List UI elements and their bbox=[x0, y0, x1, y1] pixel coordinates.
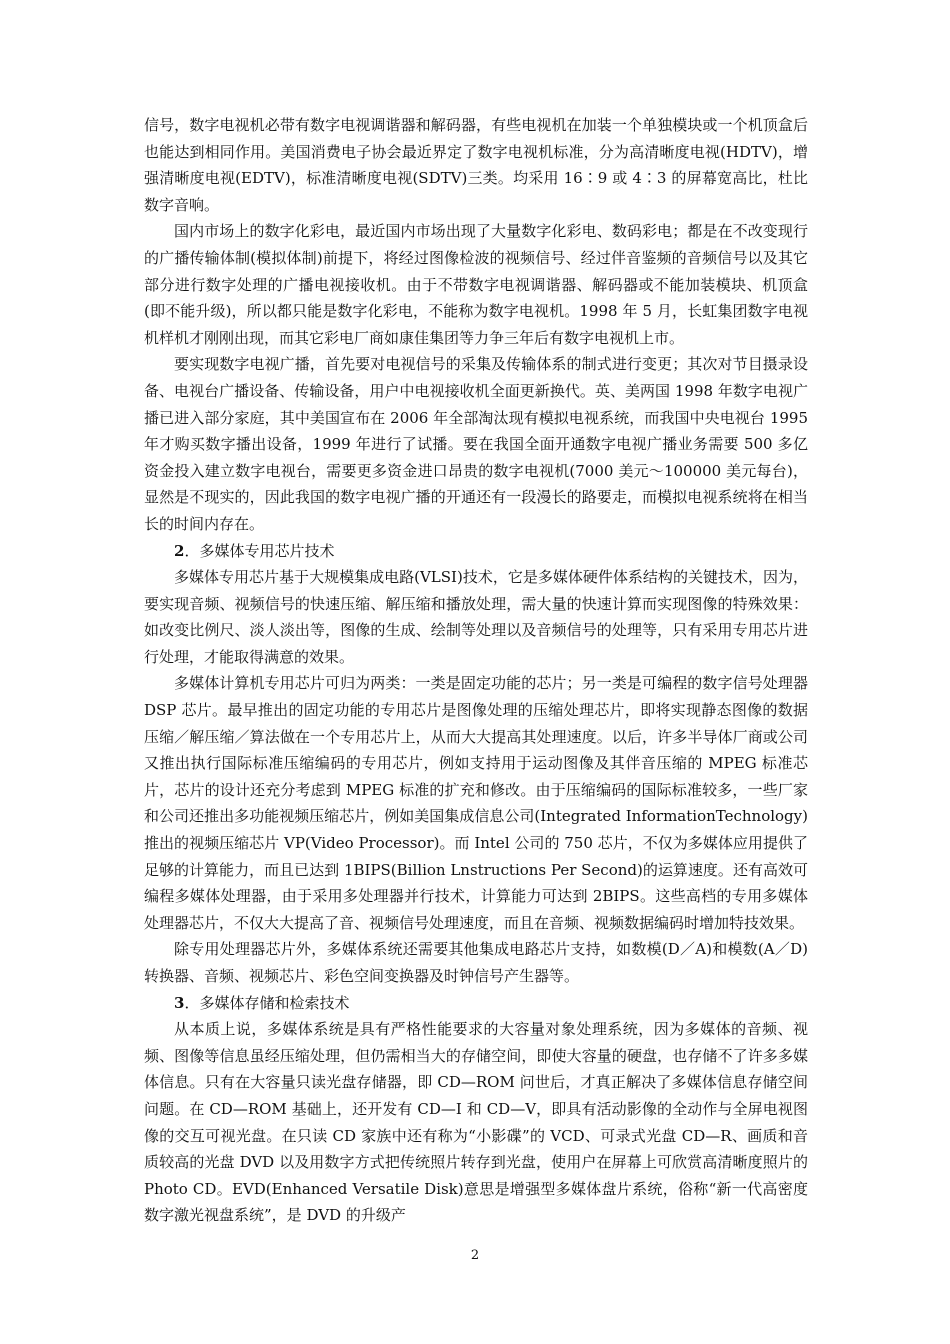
section-heading-2-title: ．多媒体专用芯片技术 bbox=[184, 541, 335, 560]
paragraph-storage-technology: 从本质上说，多媒体系统是具有严格性能要求的大容量对象处理系统，因为多媒体的音频、视频、图像等信息虽经压缩处理，但仍需相当大的存储空间，即使大容量的硬盘，也存储不了许多多媒体信息。只有在大容量只读光盘存储器，即 CD—ROM 问世后，才真正解决了多媒体信息存储空间问题。在 CD—ROM 基础上，还开发有 CD—I 和 CD—V，即具有活动影像的全动作与全屏电视图像的交互可视光盘。在只读 CD 家族中还有称为“小影碟”的 VCD、可录式光盘 CD—R、画质和音质较高的光盘 DVD 以及用数字方式把传统照片转存到光盘，使用户在屏幕上可欣赏高清晰度照片的 Photo CD。EVD(Enhanced Versatile Disk)意思是增强型多媒体盘片系统，俗称“新一代高密度数字激光视盘系统”，是 DVD 的升级产 bbox=[144, 1020, 808, 1225]
page-number: 2 bbox=[470, 1248, 480, 1263]
document-body bbox=[144, 112, 808, 1229]
paragraph-digital-tv-standards: 信号，数字电视机必带有数字电视调谐器和解码器，有些电视机在加装一个单独模块或一个机顶盒后也能达到相同作用。美国消费电子协会最近界定了数字电视机标准，分为高清晰度电视(HDTV)，增强清晰度电视(EDTV)，标准清晰度电视(SDTV)三类。均采用 16∶9 或 4∶3 的屏幕宽高比，杜比数字音响。 bbox=[144, 116, 808, 214]
paragraph-other-chips: 除专用处理器芯片外，多媒体系统还需要其他集成电路芯片支持，如数模(D／A)和模数(A／D)转换器、音频、视频芯片、彩色空间变换器及时钟信号产生器等。 bbox=[144, 940, 808, 985]
section-heading-3 bbox=[144, 990, 808, 1017]
section-heading-3-number: 3 bbox=[174, 993, 185, 1012]
paragraph-digital-tv-broadcast: 要实现数字电视广播，首先要对电视信号的采集及传输体系的制式进行变更；其次对节目摄录设备、电视台广播设备、传输设备，用户中电视接收机全面更新换代。英、美两国 1998 年数字电视广播已进入部分家庭，其中美国宣布在 2006 年全部淘汰现有模拟电视系统，而我国中央电视台 1995 年才购买数字播出设备，1999 年进行了试播。要在我国全面开通数字电视广播业务需要 500 多亿资金投入建立数字电视台，需要更多资金进口昂贵的数字电视机(7000 美元～100000 美元每台)，显然是不现实的，因此我国的数字电视广播的开通还有一段漫长的路要走，而模拟电视系统将在相当长的时间内存在。 bbox=[144, 355, 808, 533]
section-heading-2-number: 2 bbox=[174, 541, 185, 560]
paragraph-vlsi-chips: 多媒体专用芯片基于大规模集成电路(VLSI)技术，它是多媒体硬件体系结构的关键技术，因为，要实现音频、视频信号的快速压缩、解压缩和播放处理，需大量的快速计算而实现图像的特殊效果：如改变比例尺、淡人淡出等，图像的生成、绘制等处理以及音频信号的处理等，只有采用专用芯片进行处理，才能取得满意的效果。 bbox=[144, 568, 808, 666]
paragraph-chip-categories: 多媒体计算机专用芯片可归为两类：一类是固定功能的芯片；另一类是可编程的数字信号处理器 DSP 芯片。最早推出的固定功能的专用芯片是图像处理的压缩处理芯片，即将实现静态图像的数据压缩／解压缩／算法做在一个专用芯片上，从而大大提高其处理速度。以后，许多半导体厂商或公司又推出执行国际标准压缩编码的专用芯片，例如支持用于运动图像及其伴音压缩的 MPEG 标准芯片，芯片的设计还充分考虑到 MPEG 标准的扩充和修改。由于压缩编码的国际标准较多，一些厂家和公司还推出多功能视频压缩芯片，例如美国集成信息公司(Integrated InformationTechnology)推出的视频压缩芯片 VP(Video Processor)。而 Intel 公司的 750 芯片，不仅为多媒体应用提供了足够的计算能力，而且已达到 1BIPS(Billion Lnstructions Per Second)的运算速度。还有高效可编程多媒体处理器，由于采用多处理器并行技术，计算能力可达到 2BIPS。这些高档的专用多媒体处理器芯片，不仅大大提高了音、视频信号处理速度，而且在音频、视频数据编码时增加特技效果。 bbox=[144, 674, 808, 932]
section-heading-3-title: ．多媒体存储和检索技术 bbox=[184, 993, 350, 1012]
paragraph-digital-color-tv: 国内市场上的数字化彩电，最近国内市场出现了大量数字化彩电、数码彩电；都是在不改变现行的广播传输体制(模拟体制)前提下，将经过图像检波的视频信号、经过伴音鉴频的音频信号以及其它部分进行数字处理的广播电视接收机。由于不带数字电视调谐器、解码器或不能加装模块、机顶盒(即不能升级)，所以都只能是数字化彩电，不能称为数字电视机。1998 年 5 月，长虹集团数字电视机样机才刚刚出现，而其它彩电厂商如康佳集团等力争三年后有数字电视机上市。 bbox=[144, 222, 808, 347]
section-heading-2 bbox=[144, 538, 808, 565]
